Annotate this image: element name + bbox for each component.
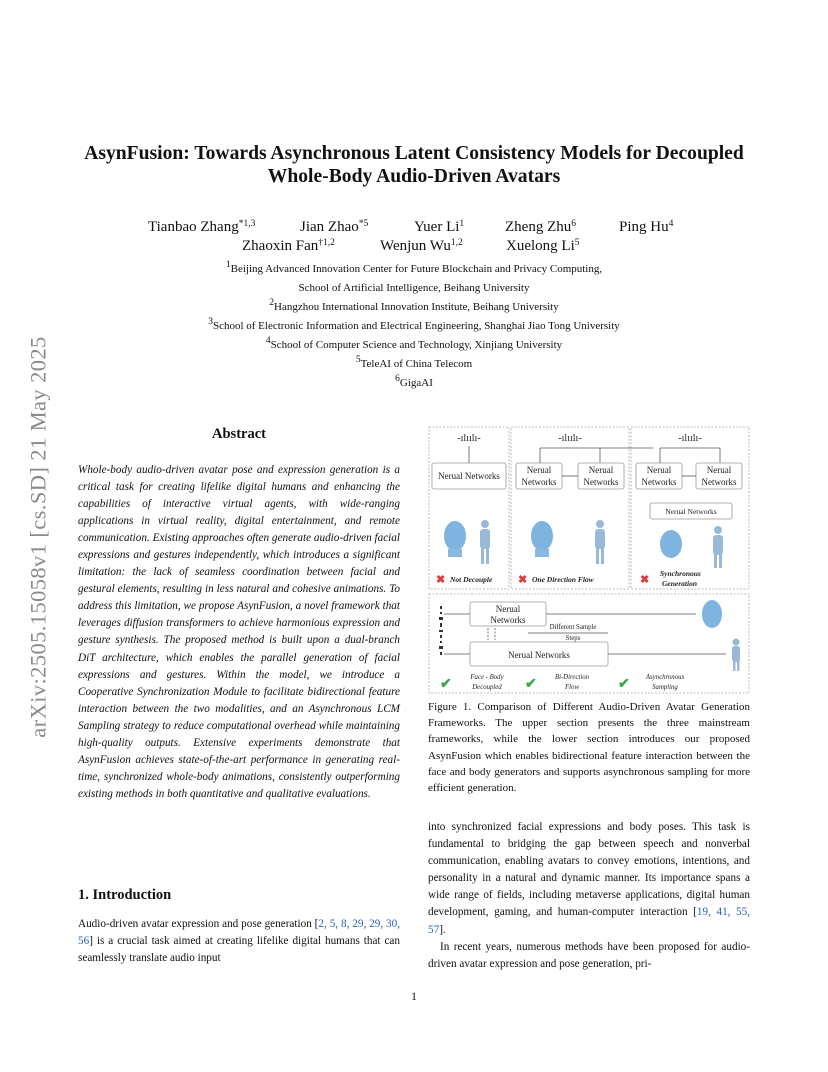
audio-wave-icon [457,433,701,444]
check-icon [440,677,630,692]
svg-text:Nerual Networks: Nerual Networks [508,650,570,660]
affiliation: School of Artificial Intelligence, Beihang University [298,282,530,294]
panel-one-direction [511,427,629,589]
affiliation: $^4$School of Computer Science and Technology, Xinjiang University [265,336,563,351]
section-heading: 1. Introduction [78,887,172,903]
citation-link[interactable]: 19, 41, 55, 57 [428,906,751,936]
bottom-avatar-icons [702,600,740,671]
author: Zhaoxin Fan$^{\dagger 1,2}$ [242,238,335,254]
figure-1 [428,426,750,696]
svg-text:✖: ✖ [640,574,650,586]
svg-text:Nerual: Nerual [588,465,614,475]
svg-text:Sampling: Sampling [652,684,678,691]
author: Tianbao Zhang$^{*1,3}$ [148,219,256,235]
author: Yuer Li$^1$ [414,219,465,235]
paragraph: In recent years, numerous methods have been proposed for audio-driven avatar expression and pose generation, pri- [428,940,750,970]
svg-text:✖: ✖ [436,574,446,586]
svg-text:✔: ✔ [618,677,630,692]
svg-text:-ılıılı-: -ılıılı- [558,433,582,444]
svg-text:Nerual Networks: Nerual Networks [438,471,500,481]
affiliation: $^1$Beijing Advanced Innovation Center for Future Blockchain and Privacy Computing, [225,260,603,275]
affiliation: $^3$School of Electronic Information and Electrical Engineering, Shanghai Jiao Tong University [208,317,620,332]
arxiv-sidebar-stamp [18,298,60,776]
abstract-heading: Abstract [212,426,266,442]
paper-title [60,142,768,188]
svg-text:Networks: Networks [490,615,526,625]
paragraph: into synchronized facial expressions and body poses. This task is fundamental to bridging the gap between speech and nonverbal communication, enabling avatars to convey emotions, intentions, and personality in a natural and dynamic manner. Its importance spans a wide range of fields, including metaverse applications, digital human development, gaming, and human-computer interaction [19, 41, 55, 57]. [428,821,751,936]
title-line-2: Whole-Body Audio-Driven Avatars [267,166,561,187]
author: Zheng Zhu$^6$ [505,219,576,235]
svg-text:Networks: Networks [701,477,737,487]
svg-text:-ılıılı-: -ılıılı- [457,433,481,444]
avatar-icons [444,520,723,568]
svg-text:Nerual: Nerual [646,465,672,475]
svg-text:✔: ✔ [525,677,537,692]
author: Xuelong Li$^5$ [506,238,580,254]
svg-text:Synchronous: Synchronous [660,569,701,578]
svg-text:Generation: Generation [662,579,698,588]
title-line-1: AsynFusion: Towards Asynchronous Latent Consistency Models for Decoupled [84,143,744,164]
svg-text:Decoupled: Decoupled [472,684,502,691]
abstract-body: Whole-body audio-driven avatar pose and expression generation is a critical task for creating lifelike digital humans and enhancing the capabilities of interactive virtual agents, with wide-ranging applications in virtual reality, digital entertainment, and remote communication. Existing approaches often generate audio-driven facial expressions and gestures independently, which introduces a significant limitation: the lack of seamless coordination between facial and gestural elements, resulting in less natural and cohesive animations. To address this limitation, we propose AsynFusion, a novel framework that leverages diffusion transformers to achieve harmonious expression and gesture synthesis. The proposed method is built upon a dual-branch DiT architecture, which enables the parallel generation of facial expressions and gestures. Within the model, we introduce a Cooperative Synchronization Module to facilitate bidirectional feature interaction between the two modalities, and an Asynchronous LCM Sampling strategy to reduce computational overhead while maintaining high-quality outputs. Extensive experiments demonstrate that AsynFusion achieves state-of-the-art performance in generating real-time, synchronized whole-body animations, consistently outperforming existing methods in both quantitative and qualitative evaluations. [78,464,400,800]
author: Wenjun Wu$^{1,2}$ [380,238,463,254]
svg-text:-ılıılı-: -ılıılı- [678,433,702,444]
svg-text:Different Sample: Different Sample [549,624,597,631]
svg-text:Asynchronous: Asynchronous [645,674,685,681]
vertical-audio-wave-icon [439,606,443,655]
citation-link[interactable]: 2, 5, 8, 29, 29, 30, 56 [78,918,400,948]
svg-text:Networks: Networks [583,477,619,487]
svg-text:✖: ✖ [518,574,528,586]
svg-text:Face - Body: Face - Body [470,674,504,681]
svg-text:Not Decouple: Not Decouple [450,575,493,584]
svg-text:Bi-Direction: Bi-Direction [554,674,590,681]
author-list [110,218,718,256]
affiliation: $^5$TeleAI of China Telecom [355,355,473,370]
figure-caption: Figure 1. Comparison of Different Audio-Driven Avatar Generation Frameworks. The upper section presents the three mainstream frameworks, while the lower section introduces our proposed AsynFusion which enables bidirectional feature interaction between the face and body generators and supports asynchronous sampling for more efficient generation. [428,701,750,795]
svg-text:Networks: Networks [521,477,557,487]
affiliation: $^2$Hangzhou International Innovation Institute, Beihang University [269,298,559,313]
svg-text:Nerual: Nerual [706,465,732,475]
affiliation: $^6$GigaAI [395,374,433,389]
right-column-body [428,819,750,973]
svg-text:Flow: Flow [565,684,579,691]
arxiv-id: arXiv:2505.15058v1 [cs.SD] 21 May 2025 [26,336,52,738]
svg-text:One Direction Flow: One Direction Flow [532,575,594,584]
svg-text:Nerual: Nerual [495,604,521,614]
page-number: 1 [411,989,417,1003]
svg-text:✔: ✔ [440,677,452,692]
affiliations [100,260,728,393]
svg-text:Nerual: Nerual [526,465,552,475]
intro-paragraph: Audio-driven avatar expression and pose generation [2, 5, 8, 29, 29, 30, 56] is a crucial task aimed at creating lifelike digital humans that can seamlessly translate audio input [78,918,400,965]
author: Ping Hu$^4$ [619,219,674,235]
svg-text:Nerual Networks: Nerual Networks [665,507,717,516]
author: Jian Zhao$^{*5}$ [300,219,369,235]
svg-text:Steps: Steps [565,635,581,642]
svg-text:Networks: Networks [641,477,677,487]
